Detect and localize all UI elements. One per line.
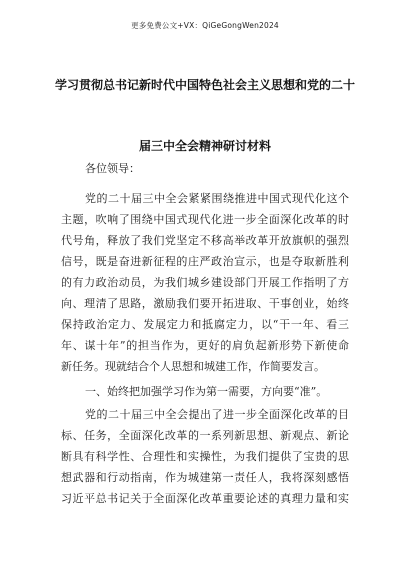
paragraph-line: 向、理清了思路，激励我们要开拓进取、干事创业，始终	[61, 297, 349, 310]
paragraph-line: 主题，吹响了围绕中国式现代化进一步全面深化改革的时	[61, 213, 349, 226]
paragraph-line: 代号角，释放了我们党坚定不移高举改革开放旗帜的强烈	[61, 234, 349, 247]
paragraph-line: 保持政治定力、发展定力和抵腐定力，以“干一年、看三	[61, 318, 349, 331]
header-note: 更多免费公文+VX：QiGeGongWen2024	[131, 21, 279, 30]
paragraph-line: 习近平总书记关于全面深化改革重要论述的真理力量和实	[61, 492, 349, 505]
paragraph-line: 想武器和行动指南，作为城建第一责任人，我将深刻感悟	[61, 471, 349, 484]
paragraph-line: 信号，既是奋进新征程的庄严政治宣示，也是夺取新胜利	[61, 255, 349, 268]
document-title-line-1: 学习贯彻总书记新时代中国特色社会主义思想和党的二十	[54, 78, 355, 92]
paragraph-line: 党的二十届三中全会提出了进一步全面深化改革的目	[85, 408, 349, 421]
paragraph-line: 年、谋十年”的担当作为，更好的肩负起新形势下新使命	[61, 339, 349, 352]
section-heading: 一、始终把加强学习作为第一需要，方向要“准”。	[85, 385, 328, 398]
paragraph-line: 断具有科学性、合理性和实操性，为我们提供了宝贵的思	[61, 450, 349, 463]
paragraph-line: 新任务。现就结合个人思想和城建工作，作简要发言。	[61, 360, 325, 373]
paragraph-line: 党的二十届三中全会紧紧围绕推进中国式现代化这个	[85, 192, 349, 205]
paragraph-line: 的有力政治动员，为我们城乡建设部门开展工作指明了方	[61, 276, 349, 289]
document-title-line-2: 届三中全会精神研讨材料	[138, 139, 271, 153]
salutation: 各位领导：	[85, 162, 140, 175]
paragraph-line: 标、任务，全面深化改革的一系列新思想、新观点、新论	[61, 429, 349, 442]
